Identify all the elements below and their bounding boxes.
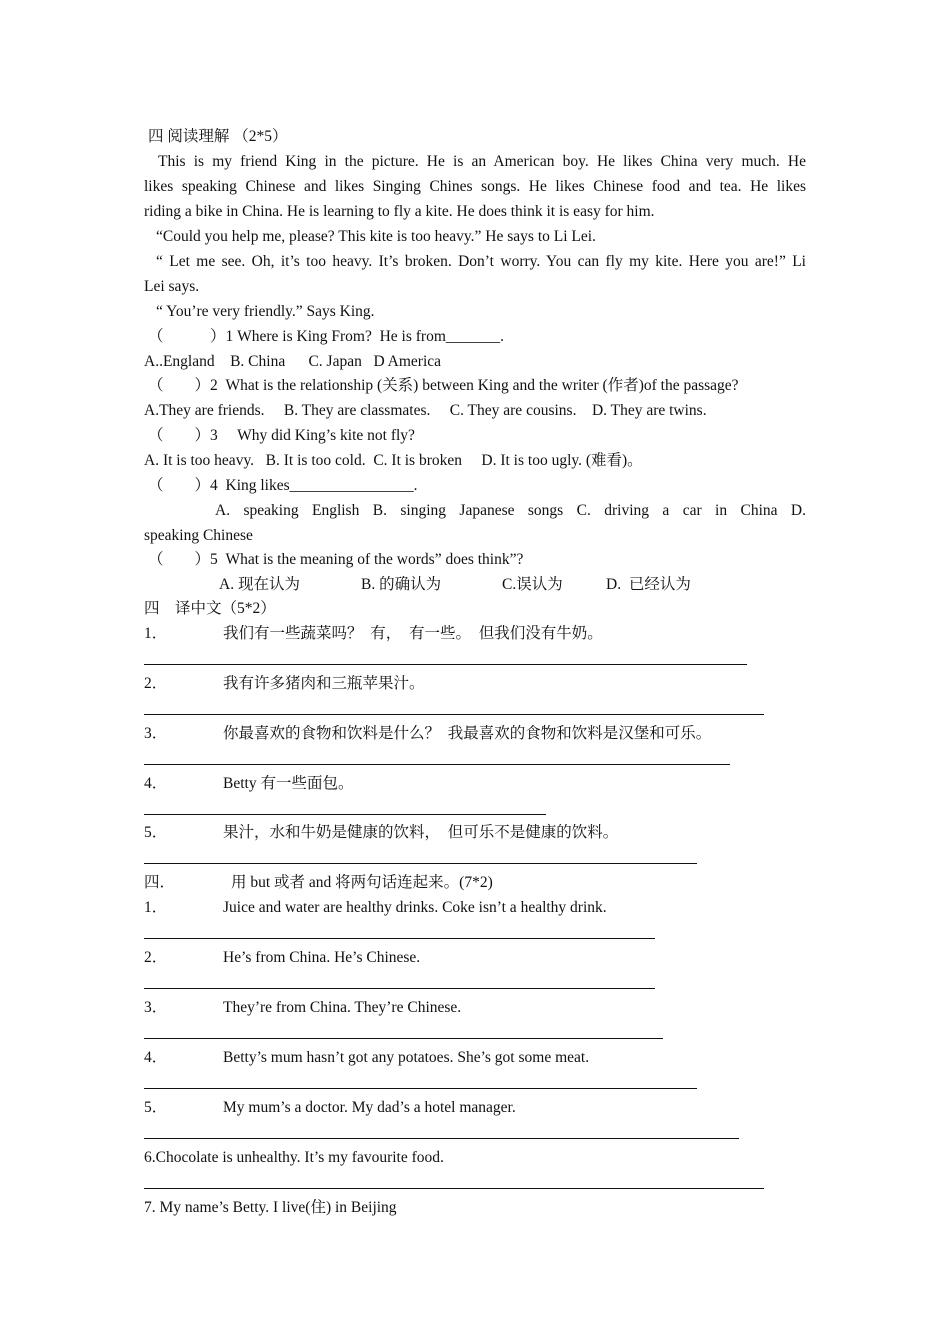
translate-item-2-num: 2． bbox=[144, 675, 168, 692]
combine-item-4-text: Betty’s mum hasn’t got any potatoes. She’s got some meat. bbox=[223, 1049, 590, 1066]
question-1-options: A..England B. China C. Japan D America bbox=[144, 353, 442, 370]
combine-item-1-num: 1． bbox=[144, 899, 168, 916]
question-2-stem: （ ）2 What is the relationship (关系) between King and the writer (作者)of the passage? bbox=[148, 377, 739, 394]
combine-item-2-num: 2． bbox=[144, 949, 168, 966]
answer-line[interactable] bbox=[144, 1088, 697, 1089]
answer-line[interactable] bbox=[144, 814, 546, 815]
question-4-options: A. speaking English B. singing Japanese songs C. driving a car in China D. bbox=[215, 502, 806, 519]
answer-line[interactable] bbox=[144, 938, 655, 939]
translate-item-3-num: 3． bbox=[144, 725, 168, 742]
combine-item-6-text: 6.Chocolate is unhealthy. It’s my favourite food. bbox=[144, 1149, 444, 1166]
combine-item-3-num: 3． bbox=[144, 999, 168, 1016]
question-3-stem: （ ）3 Why did King’s kite not fly? bbox=[148, 427, 415, 444]
passage-line-1: This is my friend King in the picture. He is an American boy. He likes China very much. He bbox=[158, 153, 806, 170]
combine-heading-num: 四． bbox=[144, 874, 176, 891]
translate-item-4-text: Betty 有一些面包。 bbox=[223, 775, 354, 792]
passage-line-3: riding a bike in China. He is learning to fly a kite. He does think it is easy for him. bbox=[144, 203, 655, 220]
question-2-options: A.They are friends. B. They are classmates. C. They are cousins. D. They are twins. bbox=[144, 402, 707, 419]
combine-item-5-num: 5． bbox=[144, 1099, 168, 1116]
passage-line-2: likes speaking Chinese and likes Singing Chines songs. He likes Chinese food and tea. He likes bbox=[144, 178, 806, 195]
combine-item-4-num: 4． bbox=[144, 1049, 168, 1066]
question-3-options: A. It is too heavy. B. It is too cold. C. It is broken D. It is too ugly. (难看)。 bbox=[144, 452, 643, 469]
translate-heading: 四 译中文（5*2） bbox=[144, 600, 276, 617]
answer-line[interactable] bbox=[144, 764, 730, 765]
question-5-option-c: C.误认为 bbox=[502, 576, 563, 593]
translate-item-3-text: 你最喜欢的食物和饮料是什么？ 我最喜欢的食物和饮料是汉堡和可乐。 bbox=[223, 725, 712, 742]
question-4-stem: （ ）4 King likes________________. bbox=[148, 477, 418, 494]
answer-line[interactable] bbox=[144, 714, 764, 715]
combine-item-2-text: He’s from China. He’s Chinese. bbox=[223, 949, 421, 966]
question-5-stem: （ ）5 What is the meaning of the words” does think”? bbox=[148, 551, 524, 568]
answer-line[interactable] bbox=[144, 664, 747, 665]
question-1-stem: （ ）1 Where is King From? He is from_______. bbox=[148, 328, 505, 345]
answer-line[interactable] bbox=[144, 863, 697, 864]
passage-line-7: “ You’re very friendly.” Says King. bbox=[156, 303, 375, 320]
combine-item-1-text: Juice and water are healthy drinks. Coke isn’t a healthy drink. bbox=[223, 899, 607, 916]
answer-line[interactable] bbox=[144, 1038, 663, 1039]
combine-item-7-text: 7. My name’s Betty. I live(住) in Beijing bbox=[144, 1199, 397, 1216]
question-4-options-cont: speaking Chinese bbox=[144, 527, 253, 544]
answer-line[interactable] bbox=[144, 988, 655, 989]
combine-item-3-text: They’re from China. They’re Chinese. bbox=[223, 999, 462, 1016]
translate-item-1-num: 1． bbox=[144, 625, 168, 642]
question-5-option-d: D. 已经认为 bbox=[606, 576, 691, 593]
passage-line-6: Lei says. bbox=[144, 278, 200, 295]
combine-heading: 用 but 或者 and 将两句话连起来。(7*2) bbox=[231, 874, 493, 891]
combine-item-5-text: My mum’s a doctor. My dad’s a hotel manager. bbox=[223, 1099, 516, 1116]
translate-item-4-num: 4． bbox=[144, 775, 168, 792]
question-5-option-a: A. 现在认为 bbox=[219, 576, 300, 593]
translate-item-2-text: 我有许多猪肉和三瓶苹果汁。 bbox=[223, 675, 425, 692]
question-5-option-b: B. 的确认为 bbox=[361, 576, 442, 593]
translate-item-5-num: 5． bbox=[144, 824, 168, 841]
translate-item-1-text: 我们有一些蔬菜吗？ 有， 有一些。 但我们没有牛奶。 bbox=[223, 625, 603, 642]
reading-heading: 四 阅读理解 （2*5） bbox=[148, 128, 288, 145]
answer-line[interactable] bbox=[144, 1138, 739, 1139]
answer-line[interactable] bbox=[144, 1188, 764, 1189]
translate-item-5-text: 果汁，水和牛奶是健康的饮料， 但可乐不是健康的饮料。 bbox=[223, 824, 619, 841]
passage-line-4: “Could you help me, please? This kite is too heavy.” He says to Li Lei. bbox=[156, 228, 596, 245]
passage-line-5: “ Let me see. Oh, it’s too heavy. It’s broken. Don’t worry. You can fly my kite. Here you are!” Li bbox=[156, 253, 806, 270]
